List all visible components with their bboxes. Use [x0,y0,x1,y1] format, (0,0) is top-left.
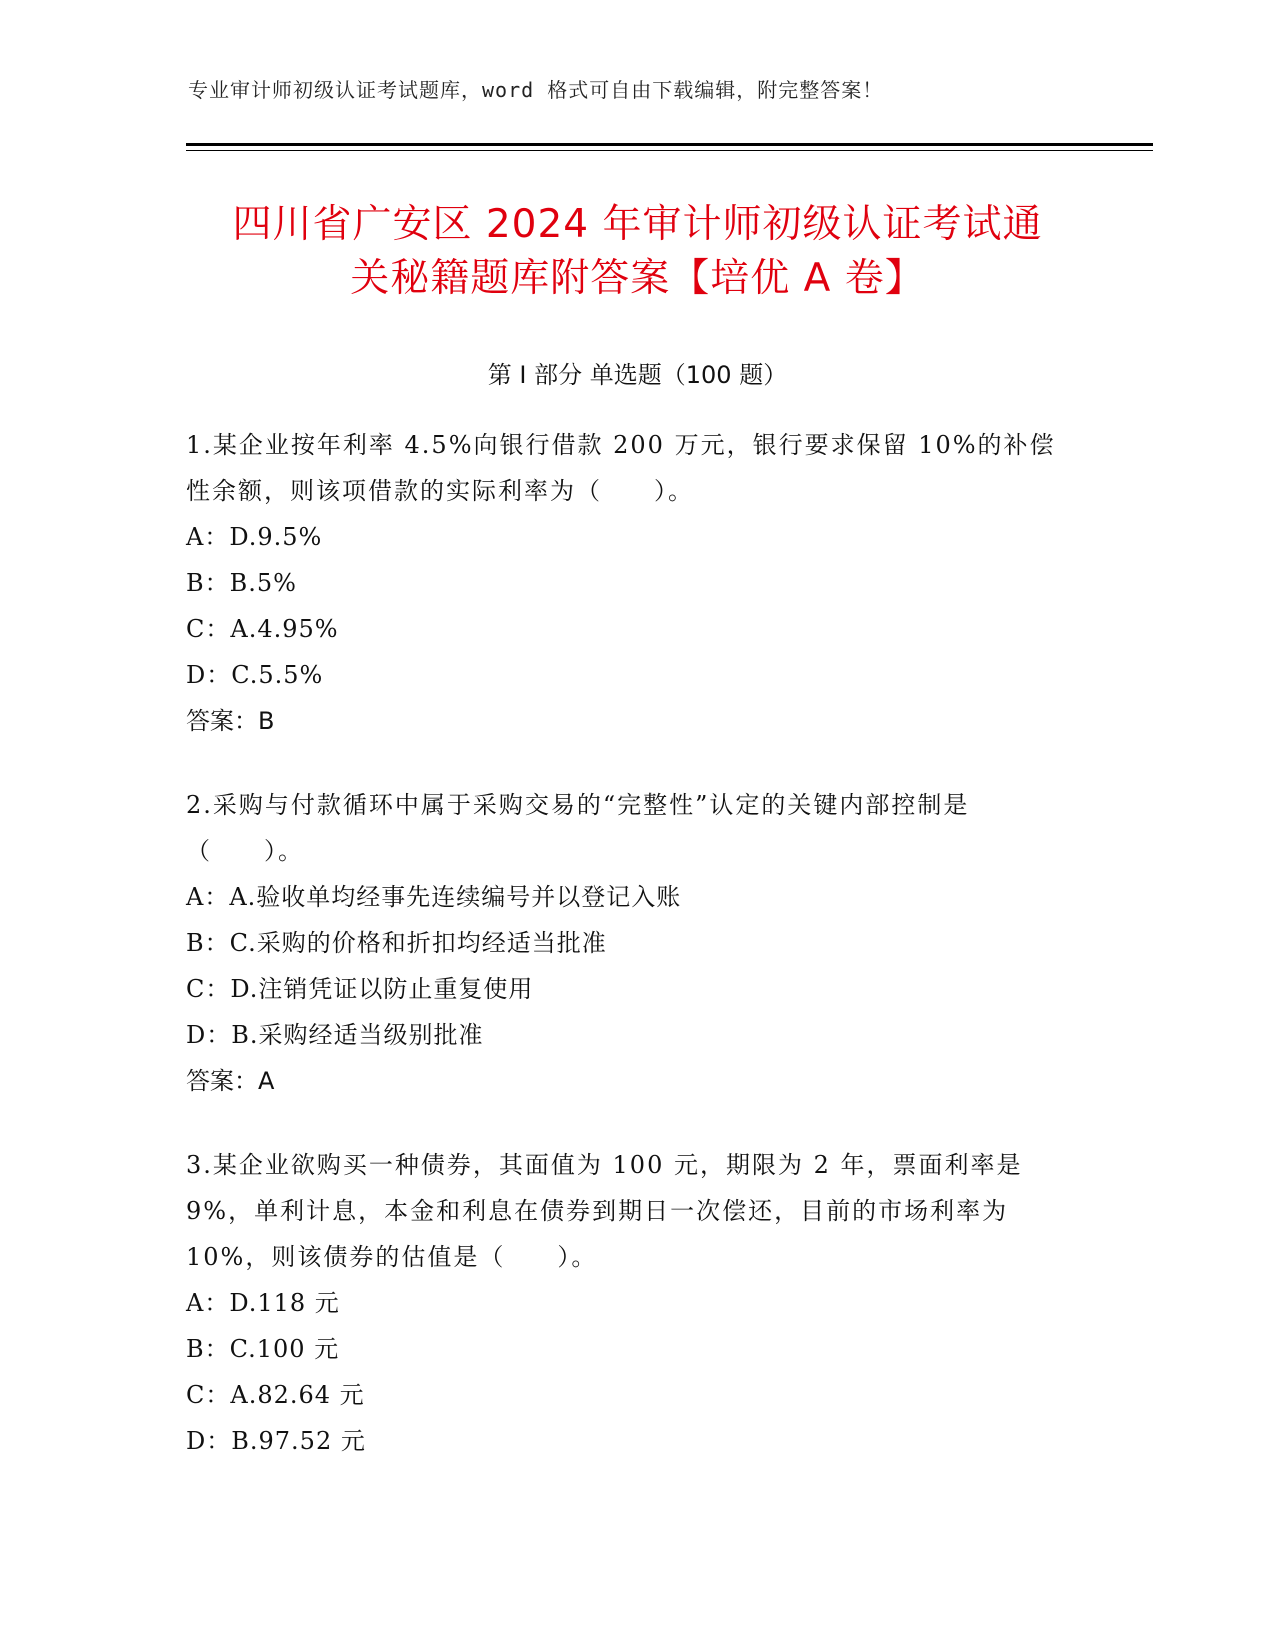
answer: 答案：A [186,1067,275,1095]
option-c: C：D.注销凭证以防止重复使用 [186,975,534,1003]
option-b: B：C.100 元 [186,1335,340,1363]
header-rule-thin [186,150,1153,151]
question-1 [186,422,1066,744]
option-d: D：B.97.52 元 [186,1427,366,1455]
document-title-line2: 关秘籍题库附答案【培优 A 卷】 [350,256,925,301]
header-rule-thick [186,143,1153,146]
header-note: 专业审计师初级认证考试题库，word 格式可自由下载编辑，附完整答案！ [188,78,884,102]
answer: 答案：B [186,707,275,735]
option-b: B：C.采购的价格和折扣均经适当批准 [186,929,607,957]
question-stem: 2.采购与付款循环中属于采购交易的“完整性”认定的关键内部控制是（ ）。 [186,791,970,865]
option-a: A：D.9.5% [186,523,323,551]
option-a: A：D.118 元 [186,1289,340,1317]
option-c: C：A.82.64 元 [186,1381,365,1409]
document-title-line1: 四川省广安区 2024 年审计师初级认证考试通 [232,202,1043,247]
option-b: B：B.5% [186,569,297,597]
option-c: C：A.4.95% [186,615,339,643]
question-2 [186,782,1066,1104]
section-title: 第 I 部分 单选题（100 题） [487,361,788,389]
option-a: A：A.验收单均经事先连续编号并以登记入账 [186,883,682,911]
document-title [150,198,1125,306]
question-3 [186,1142,1066,1464]
question-stem: 1.某企业按年利率 4.5%向银行借款 200 万元，银行要求保留 10%的补偿性余额，则该项借款的实际利率为（ ）。 [186,431,1056,505]
option-d: D：B.采购经适当级别批准 [186,1021,484,1049]
option-d: D：C.5.5% [186,661,324,689]
question-stem: 3.某企业欲购买一种债券，其面值为 100 元，期限为 2 年，票面利率是 9%，单利计息，本金和利息在债券到期日一次偿还，目前的市场利率为 10%，则该债券的估值是（ ）。 [186,1151,1023,1271]
